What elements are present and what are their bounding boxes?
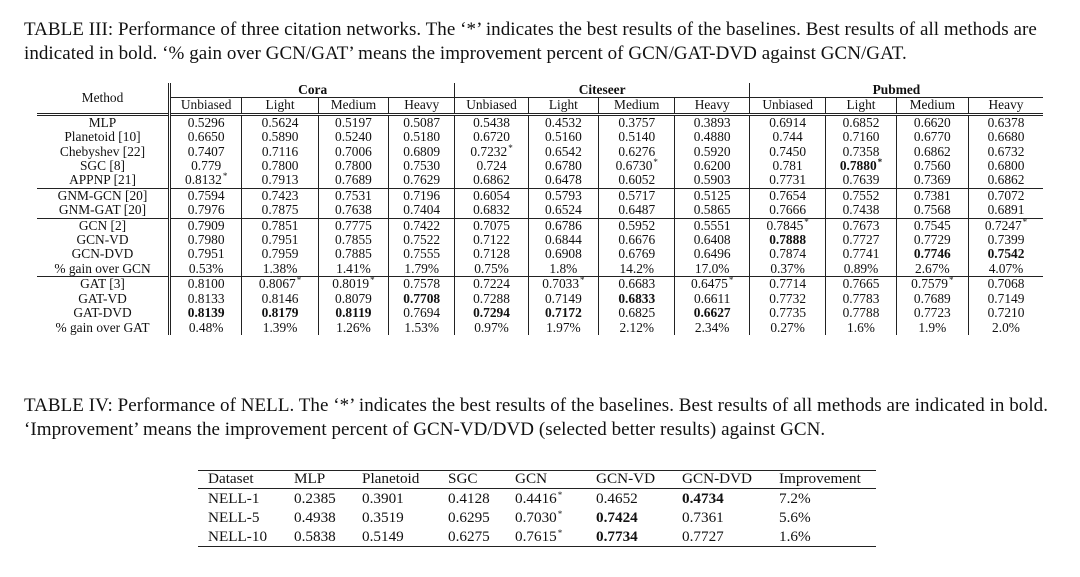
value-cell: 0.7578 xyxy=(389,277,455,292)
value-cell: 14.2% xyxy=(599,262,675,277)
value-cell: 0.5903 xyxy=(675,173,749,188)
column-header: GCN xyxy=(505,469,586,489)
value-cell: 0.5624 xyxy=(242,114,318,130)
value-cell: 1.38% xyxy=(242,262,318,277)
setting-header: Unbiased xyxy=(749,98,825,114)
method-cell: MLP xyxy=(37,114,169,130)
value-cell: 0.724 xyxy=(455,159,528,173)
value-cell: 2.0% xyxy=(969,321,1044,335)
value-cell: 0.7196 xyxy=(389,188,455,203)
value-cell: 0.7694 xyxy=(389,306,455,320)
value-cell: 0.7629 xyxy=(389,173,455,188)
value-cell: 0.7531 xyxy=(318,188,388,203)
value-cell: 0.8100 xyxy=(169,277,241,292)
value-cell: 0.4734 xyxy=(682,490,724,507)
value-cell: 0.5125 xyxy=(675,188,749,203)
value-cell: 0.7128 xyxy=(455,247,528,261)
table-row xyxy=(37,306,1043,320)
value-cell: 0.7665 xyxy=(826,277,896,292)
value-cell: 0.5149 xyxy=(352,527,438,547)
column-header: Improvement xyxy=(769,469,876,489)
value-cell: 0.7560 xyxy=(896,159,968,173)
value-cell: 0.7594 xyxy=(169,188,241,203)
value-cell: 1.79% xyxy=(389,262,455,277)
table3 xyxy=(37,83,1043,335)
value-cell: 0.7845* xyxy=(749,218,825,233)
value-cell: 0.7358 xyxy=(826,145,896,159)
column-header: Planetoid xyxy=(352,469,438,489)
column-header: SGC xyxy=(438,469,505,489)
value-cell: 0.8019* xyxy=(318,277,388,292)
value-cell: 0.6891 xyxy=(969,203,1044,218)
value-cell: 4.07% xyxy=(969,262,1044,277)
value-cell: 17.0% xyxy=(675,262,749,277)
value-cell: 0.7149 xyxy=(969,292,1044,306)
setting-header: Heavy xyxy=(675,98,749,114)
table-row xyxy=(198,489,876,509)
value-cell: 0.5160 xyxy=(528,130,598,144)
value-cell: 0.7530 xyxy=(389,159,455,173)
value-cell: 0.6852 xyxy=(826,114,896,130)
value-cell: 0.8179 xyxy=(242,306,318,320)
value-cell: 1.97% xyxy=(528,321,598,335)
value-cell: 0.7545 xyxy=(896,218,968,233)
value-cell: 0.6275 xyxy=(438,527,505,547)
method-cell: APPNP [21] xyxy=(69,172,136,188)
value-cell: 0.6844 xyxy=(528,233,598,247)
value-cell: 0.6809 xyxy=(389,145,455,159)
value-cell: 0.5197 xyxy=(318,114,388,130)
value-cell: 0.53% xyxy=(169,262,241,277)
value-cell: 0.7708 xyxy=(389,292,455,306)
value-cell: 0.7913 xyxy=(242,173,318,188)
value-cell: 1.6% xyxy=(769,527,876,547)
value-cell: 0.7542 xyxy=(969,247,1044,261)
value-cell: 0.5087 xyxy=(389,114,455,130)
column-header: GCN-VD xyxy=(586,469,672,489)
value-cell: 0.3757 xyxy=(599,114,675,130)
setting-header: Unbiased xyxy=(455,98,528,114)
value-cell: 0.781 xyxy=(749,159,825,173)
value-cell: NELL-5 xyxy=(208,509,260,526)
value-cell: 0.6627 xyxy=(675,306,749,320)
value-cell: 0.4532 xyxy=(528,114,598,130)
value-cell: 0.8146 xyxy=(242,292,318,306)
value-cell: 0.7639 xyxy=(826,173,896,188)
value-cell: 0.6054 xyxy=(455,188,528,203)
table-row xyxy=(37,114,1043,130)
table-row xyxy=(37,277,1043,292)
value-cell: 0.6620 xyxy=(896,114,968,130)
value-cell: 0.3901 xyxy=(362,490,404,507)
value-cell: 0.7422 xyxy=(389,218,455,233)
value-cell: 0.7172 xyxy=(528,306,598,320)
value-cell: 0.7369 xyxy=(896,173,968,188)
table-row xyxy=(37,203,1043,218)
value-cell: 0.7294 xyxy=(455,306,528,320)
value-cell: 0.75% xyxy=(455,262,528,277)
value-cell: 0.7638 xyxy=(318,203,388,218)
value-cell: 0.5890 xyxy=(242,130,318,144)
value-cell: 5.6% xyxy=(779,509,811,526)
value-cell: NELL-10 xyxy=(198,527,284,547)
value-cell: 0.7006 xyxy=(318,145,388,159)
value-cell: 0.7885 xyxy=(318,247,388,261)
value-cell: 0.6862 xyxy=(896,145,968,159)
value-cell: 7.2% xyxy=(779,490,811,507)
value-cell: 0.7727 xyxy=(826,233,896,247)
table-row xyxy=(198,508,876,527)
value-cell: 0.7874 xyxy=(749,247,825,261)
value-cell: 0.7407 xyxy=(169,145,241,159)
value-cell: 0.6542 xyxy=(528,145,598,159)
value-cell: 0.37% xyxy=(749,262,825,277)
value-cell: 0.6908 xyxy=(528,247,598,261)
table-row xyxy=(37,321,1043,335)
value-cell: 0.7381 xyxy=(896,188,968,203)
value-cell: 0.7450 xyxy=(749,145,825,159)
table4-header-row xyxy=(198,469,876,489)
value-cell: 0.89% xyxy=(826,262,896,277)
table3-caption: TABLE III: Performance of three citation networks. The ‘*’ indicates the best results of the baselines. Best results of all methods are indicated in bold. ‘% gain over GCN/GAT’ means the improvement percent of GCN/GAT-DVD against GCN/GAT. xyxy=(24,19,1037,64)
column-header: GCN-DVD xyxy=(672,469,769,489)
value-cell: 0.7438 xyxy=(826,203,896,218)
value-cell: 0.5717 xyxy=(599,188,675,203)
value-cell: 0.6862 xyxy=(455,173,528,188)
value-cell: 0.5551 xyxy=(675,218,749,233)
value-cell: 0.7247* xyxy=(969,218,1044,233)
column-header: Dataset xyxy=(198,469,284,489)
table-row xyxy=(37,233,1043,247)
value-cell: 0.7888 xyxy=(749,233,825,247)
value-cell: 0.4652 xyxy=(596,490,638,507)
value-cell: 0.6276 xyxy=(599,145,675,159)
value-cell: 0.7116 xyxy=(242,145,318,159)
table-row xyxy=(37,218,1043,233)
method-cell: GCN [2] xyxy=(37,218,169,233)
value-cell: 0.7788 xyxy=(826,306,896,320)
value-cell: 0.6769 xyxy=(599,247,675,261)
method-header: Method xyxy=(81,89,124,105)
value-cell: 2.12% xyxy=(599,321,675,335)
value-cell: 0.6786 xyxy=(528,218,598,233)
value-cell: 0.7522 xyxy=(389,233,455,247)
table-row xyxy=(37,145,1043,159)
value-cell: 0.7735 xyxy=(749,306,825,320)
value-cell: 0.7033* xyxy=(528,277,598,292)
value-cell: 0.6833 xyxy=(599,292,675,306)
value-cell: 0.7746 xyxy=(896,247,968,261)
value-cell: 0.7732 xyxy=(749,292,825,306)
value-cell: 0.7288 xyxy=(455,292,528,306)
value-cell: 0.7666 xyxy=(749,203,825,218)
value-cell: 0.7399 xyxy=(969,233,1044,247)
value-cell: 0.7068 xyxy=(969,277,1044,292)
value-cell: 0.8133 xyxy=(169,292,241,306)
value-cell: 0.7160 xyxy=(826,130,896,144)
value-cell: 0.7731 xyxy=(749,173,825,188)
method-cell: Planetoid [10] xyxy=(64,129,141,145)
value-cell: 0.7568 xyxy=(896,203,968,218)
dataset-header-cora: Cora xyxy=(169,83,454,98)
value-cell: 0.7689 xyxy=(896,292,968,306)
value-cell: 0.7851 xyxy=(242,218,318,233)
value-cell: 0.6770 xyxy=(896,130,968,144)
method-cell: GAT-VD xyxy=(78,290,127,306)
value-cell: 0.7875 xyxy=(242,203,318,218)
value-cell: 0.6800 xyxy=(969,159,1044,173)
method-cell: GCN-DVD xyxy=(71,246,134,262)
value-cell: 0.7880* xyxy=(826,159,896,173)
value-cell: 0.4938 xyxy=(294,509,336,526)
value-cell: 0.3519 xyxy=(362,509,404,526)
value-cell: 0.48% xyxy=(169,321,241,335)
value-cell: 0.7579* xyxy=(896,277,968,292)
value-cell: 0.4128 xyxy=(448,490,490,507)
value-cell: 0.6720 xyxy=(455,130,528,144)
method-cell: % gain over GCN xyxy=(54,260,151,276)
value-cell: 0.5952 xyxy=(599,218,675,233)
value-cell: 0.6676 xyxy=(599,233,675,247)
value-cell: 0.6524 xyxy=(528,203,598,218)
value-cell: 0.6478 xyxy=(528,173,598,188)
value-cell: 0.97% xyxy=(455,321,528,335)
value-cell: 0.5920 xyxy=(675,145,749,159)
value-cell: 0.7855 xyxy=(318,233,388,247)
value-cell: 0.6487 xyxy=(599,203,675,218)
setting-header: Light xyxy=(528,98,598,114)
value-cell: 0.6378 xyxy=(969,114,1044,130)
value-cell: 0.5438 xyxy=(455,114,528,130)
value-cell: 0.744 xyxy=(749,130,825,144)
value-cell: 1.26% xyxy=(318,321,388,335)
value-cell: 0.7654 xyxy=(749,188,825,203)
value-cell: 0.7800 xyxy=(318,159,388,173)
value-cell: 0.5793 xyxy=(528,188,598,203)
method-cell: GCN-VD xyxy=(76,232,129,248)
value-cell: 1.6% xyxy=(826,321,896,335)
value-cell: 0.6730* xyxy=(599,159,675,173)
setting-header: Light xyxy=(242,98,318,114)
value-cell: 0.6780 xyxy=(528,159,598,173)
value-cell: 0.7909 xyxy=(169,218,241,233)
method-cell: SGC [8] xyxy=(79,158,125,174)
value-cell: 0.7552 xyxy=(826,188,896,203)
value-cell: 0.7783 xyxy=(826,292,896,306)
setting-header: Medium xyxy=(599,98,675,114)
value-cell: 0.7423 xyxy=(242,188,318,203)
value-cell: 0.7232* xyxy=(455,145,528,159)
setting-header: Light xyxy=(826,98,896,114)
value-cell: 0.5865 xyxy=(675,203,749,218)
value-cell: 0.4416* xyxy=(515,490,563,507)
value-cell: 1.8% xyxy=(528,262,598,277)
value-cell: 1.41% xyxy=(318,262,388,277)
value-cell: 0.6496 xyxy=(675,247,749,261)
value-cell: 0.6650 xyxy=(169,130,241,144)
value-cell: 0.6683 xyxy=(599,277,675,292)
value-cell: 0.6914 xyxy=(749,114,825,130)
method-cell: Chebyshev [22] xyxy=(59,143,146,159)
value-cell: 0.7734 xyxy=(586,527,672,547)
value-cell: 2.34% xyxy=(675,321,749,335)
value-cell: 2.67% xyxy=(896,262,968,277)
table-row xyxy=(37,188,1043,203)
value-cell: 0.7030* xyxy=(515,509,563,526)
value-cell: 0.7404 xyxy=(389,203,455,218)
value-cell: 0.7775 xyxy=(318,218,388,233)
value-cell: 0.5296 xyxy=(169,114,241,130)
method-cell: GAT [3] xyxy=(37,277,169,292)
value-cell: 0.4880 xyxy=(675,130,749,144)
value-cell: 1.39% xyxy=(242,321,318,335)
value-cell: 0.6295 xyxy=(448,509,490,526)
value-cell: 0.7951 xyxy=(169,247,241,261)
value-cell: 0.5180 xyxy=(389,130,455,144)
value-cell: 0.7122 xyxy=(455,233,528,247)
table-row xyxy=(37,292,1043,306)
value-cell: 0.7149 xyxy=(528,292,598,306)
value-cell: 0.2385 xyxy=(294,490,336,507)
value-cell: 0.8119 xyxy=(318,306,388,320)
value-cell: 0.6862 xyxy=(969,173,1044,188)
setting-header: Heavy xyxy=(969,98,1044,114)
table4 xyxy=(198,469,876,547)
method-cell: GNM-GCN [20] xyxy=(37,188,169,203)
value-cell: 0.7980 xyxy=(169,233,241,247)
value-cell: 0.8132* xyxy=(169,173,241,188)
setting-header: Medium xyxy=(896,98,968,114)
value-cell: 0.6611 xyxy=(675,292,749,306)
value-cell: 0.6052 xyxy=(599,173,675,188)
setting-header: Unbiased xyxy=(169,98,241,114)
setting-header: Medium xyxy=(318,98,388,114)
value-cell: 0.7673 xyxy=(826,218,896,233)
value-cell: 0.7555 xyxy=(389,247,455,261)
dataset-header-pubmed: Pubmed xyxy=(749,83,1043,98)
value-cell: 0.7072 xyxy=(969,188,1044,203)
value-cell: 0.7727 xyxy=(672,527,769,547)
value-cell: 1.53% xyxy=(389,321,455,335)
value-cell: 0.7615* xyxy=(505,527,586,547)
table-row xyxy=(37,173,1043,188)
value-cell: NELL-1 xyxy=(208,490,260,507)
method-cell: % gain over GAT xyxy=(55,319,150,335)
column-header: MLP xyxy=(284,469,352,489)
value-cell: 0.7723 xyxy=(896,306,968,320)
value-cell: 0.7224 xyxy=(455,277,528,292)
value-cell: 0.7800 xyxy=(242,159,318,173)
value-cell: 0.7729 xyxy=(896,233,968,247)
value-cell: 0.779 xyxy=(169,159,241,173)
value-cell: 0.3893 xyxy=(675,114,749,130)
value-cell: 1.9% xyxy=(896,321,968,335)
value-cell: 0.6832 xyxy=(455,203,528,218)
value-cell: 0.7361 xyxy=(682,509,724,526)
value-cell: 0.6475* xyxy=(675,277,749,292)
value-cell: 0.7714 xyxy=(749,277,825,292)
dataset-header-citeseer: Citeseer xyxy=(455,83,750,98)
value-cell: 0.7951 xyxy=(242,233,318,247)
table-row xyxy=(37,262,1043,277)
value-cell: 0.5240 xyxy=(318,130,388,144)
value-cell: 0.6408 xyxy=(675,233,749,247)
value-cell: 0.6732 xyxy=(969,145,1044,159)
value-cell: 0.7689 xyxy=(318,173,388,188)
setting-header: Heavy xyxy=(389,98,455,114)
value-cell: 0.7741 xyxy=(826,247,896,261)
value-cell: 0.8067* xyxy=(242,277,318,292)
table4-caption: TABLE IV: Performance of NELL. The ‘*’ indicates the best results of the baselines. Best results of all methods are indicated in bold. ‘Improvement’ means the improvement percent of GCN-VD/DVD (selected better results) against GCN. xyxy=(24,395,1049,440)
table-row xyxy=(198,527,876,547)
value-cell: 0.7210 xyxy=(969,306,1044,320)
value-cell: 0.6680 xyxy=(969,130,1044,144)
value-cell: 0.8139 xyxy=(169,306,241,320)
value-cell: 0.5838 xyxy=(284,527,352,547)
value-cell: 0.5140 xyxy=(599,130,675,144)
value-cell: 0.6825 xyxy=(599,306,675,320)
value-cell: 0.8079 xyxy=(318,292,388,306)
value-cell: 0.7424 xyxy=(596,509,638,526)
value-cell: 0.7959 xyxy=(242,247,318,261)
value-cell: 0.7075 xyxy=(455,218,528,233)
value-cell: 0.6200 xyxy=(675,159,749,173)
method-cell: GNM-GAT [20] xyxy=(58,202,147,218)
value-cell: 0.7976 xyxy=(169,203,241,218)
table-row xyxy=(37,247,1043,261)
value-cell: 0.27% xyxy=(749,321,825,335)
table-row xyxy=(37,130,1043,144)
method-cell: GAT-DVD xyxy=(73,305,132,321)
